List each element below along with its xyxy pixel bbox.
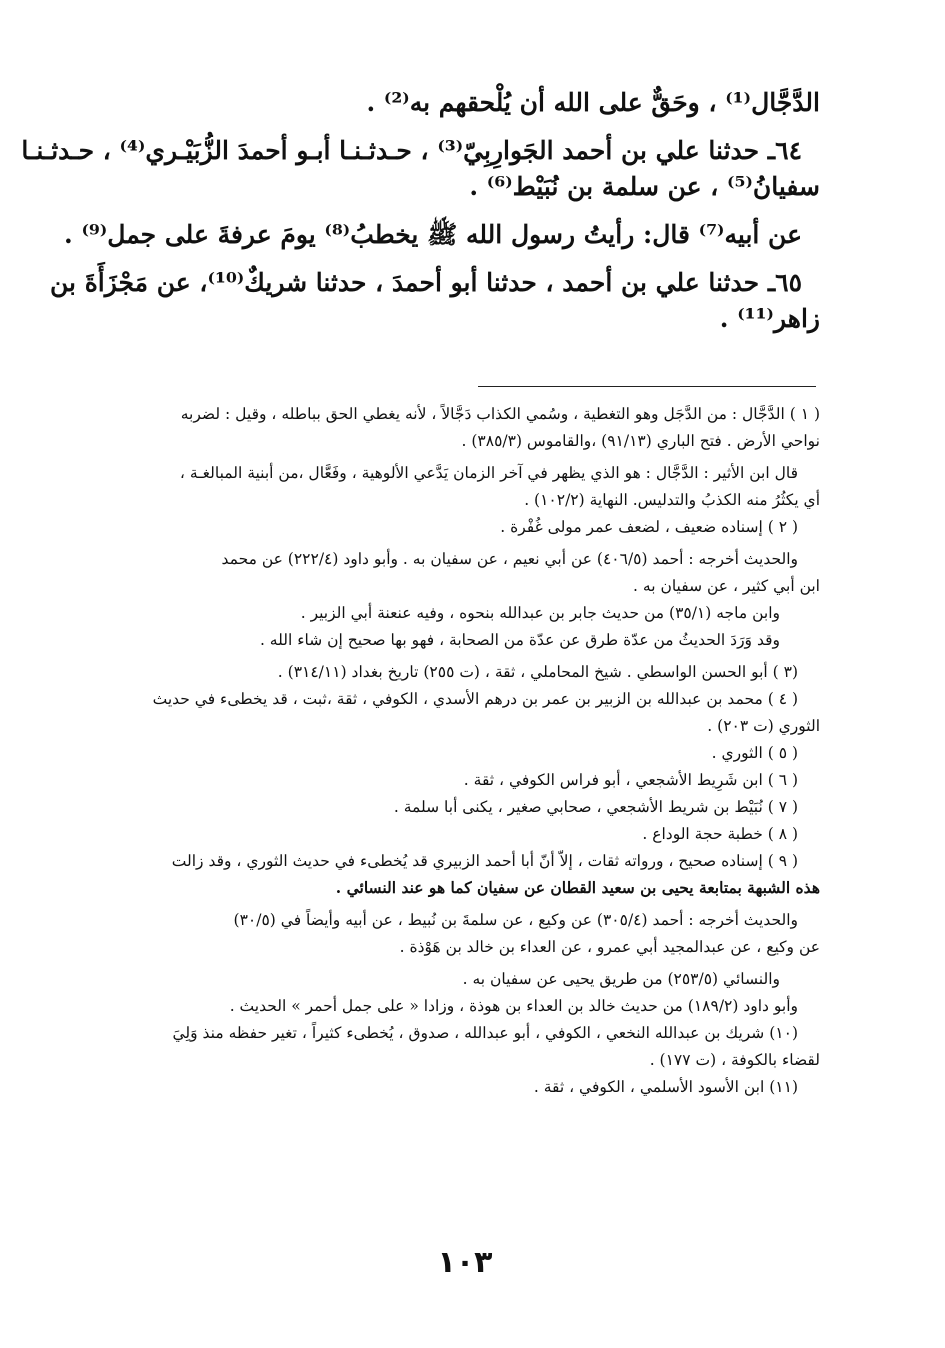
footnote-line: ( ٤ ) محمد بن عبدالله بن الزبير بن عمر بن درهم الأسدي ، الكوفي ، ثقة ،ثبت ، قد يخطىء في حديث	[152, 690, 798, 708]
footnote-line: والنسائي (٢٥٣/٥) من طريق يحيى عن سفيان به .	[462, 970, 780, 988]
footnote-line: والحديث أخرجه : أحمد (٣٠٥/٤) عن وكيع ، عن سلمةَ بن نُبيط ، عن أبيه وأيضاً في (٣٠/٥)	[233, 911, 798, 929]
footnote-line: ( ٥ ) الثوري .	[711, 744, 798, 762]
main-line-5: ٦٥ـ حدثنا علي بن أحمد ، حدثنا أبو أحمدَ ، حدثنا شريكٌ⁽¹⁰⁾، عن مَجْزَأَةَ بن	[50, 268, 802, 297]
main-line-1: الدَّجَّال⁽¹⁾ ، وحَقٌّ على الله أن يُلْحقهم به⁽²⁾ .	[366, 88, 820, 117]
footnote-line: ( ١ ) الدَّجَّال : من الدَّجَل وهو التغطية ، وسُمي الكذاب دَجَّالاً ، لأنه يغطي الحق بباطله ، وقيل : لضربه	[180, 405, 820, 423]
main-line-6: زاهر⁽¹¹⁾ .	[719, 304, 820, 333]
footnote-line: وأبو داود (١٨٩/٢) من حديث خالد بن العداء بن هوذة ، وزادا « على جمل أحمر » الحديث .	[229, 997, 798, 1015]
footnote-line: الثوري (ت ٢٠٣) .	[707, 717, 820, 735]
footnote-line: وابن ماجه (٣٥/١) من حديث جابر بن عبدالله بنحوه ، وفيه عنعنة أبي الزبير .	[300, 604, 780, 622]
footnote-line: نواحي الأرض . فتح الباري (٩١/١٣) ،والقاموس (٣٨٥/٣) .	[461, 432, 820, 450]
footnote-line: لقضاء بالكوفة ، (ت ١٧٧) .	[649, 1051, 820, 1069]
main-line-2: ٦٤ـ حدثنا علي بن أحمد الجَوارِبِيّ⁽³⁾ ، حـدثـنـا أبـو أحمدَ الزُّبَيْـري⁽⁴⁾ ، حـدثـنـا	[21, 136, 802, 165]
footnote-line: ( ٨ ) خطبة حجة الوداع .	[642, 825, 798, 843]
footnotes	[100, 404, 820, 1104]
footnote-line: (١١) ابن الأسود الأسلمي ، الكوفي ، ثقة .	[533, 1078, 798, 1096]
footnote-line: وقد وَرَدَ الحديثُ من عدّة طرق عن عدّة من الصحابة ، فهو بها صحيح إن شاء الله .	[259, 631, 780, 649]
footnote-line: عن وكيع ، عن عبدالمجيد أبي عمرو ، عن العداء بن خالد بن هَوْذة .	[399, 938, 820, 956]
footnote-line: أي يكثُرُ منه الكذبُ والتدليس. النهاية (١٠٢/٢) .	[524, 491, 820, 509]
footnote-line: ( ٦ ) ابن شَرِيط الأشجعي ، أبو فراس الكوفي ، ثقة .	[463, 771, 798, 789]
main-line-3: سفيانُ⁽⁵⁾ ، عن سلمة بن نُبَيْط⁽⁶⁾ .	[469, 172, 820, 201]
footnote-line: ابن أبي كثير ، عن سفيان به .	[633, 577, 820, 595]
footnote-line: ( ٩ ) إسناده صحيح ، ورواته ثقات ، إلاّ أنّ أبا أحمد الزبيري قد يُخطىء في حديث الثوري ، وقد زالت	[171, 852, 798, 870]
page-number: ١٠٣	[437, 1245, 493, 1280]
footnote-line: قال ابن الأثير : الدَّجَّال : هو الذي يظهر في آخر الزمان يَدَّعي الألوهية ، وفَعَّال ،من أبنية المبالغـة ،	[179, 464, 798, 482]
footnote-line: ( ٧ ) نُبَيْط بن شريط الأشجعي ، صحابي صغير ، يكنى أبا سلمة .	[393, 798, 798, 816]
footnote-divider	[478, 386, 816, 387]
main-line-4: عن أبيه⁽⁷⁾ قال: رأيتُ رسول الله ﷺ يخطبُ⁽⁸⁾ يومَ عرفةَ على جمل⁽⁹⁾ .	[64, 220, 802, 249]
footnote-line: (١٠) شريك بن عبدالله النخعي ، الكوفي ، أبو عبدالله ، صدوق ، يُخطىء كثيراً ، تغير حفظه منذ وَلِيَ	[172, 1024, 798, 1042]
footnote-line: ( ٢ ) إسناده ضعيف ، لضعف عمر مولى غُفْرة .	[500, 518, 798, 536]
footnote-line: والحديث أخرجه : أحمد (٤٠٦/٥) عن أبي نعيم ، عن سفيان به . وأبو داود (٢٢٢/٤) عن محمد	[221, 550, 798, 568]
footnote-line: هذه الشبهة بمتابعة يحيى بن سعيد القطان عن سفيان كما هو عند النسائي .	[335, 878, 820, 897]
main-text	[21, 88, 820, 352]
footnote-line: (٣ ) أبو الحسن الواسطي . شيخ المحاملي ، ثقة ، (ت ٢٥٥) تاريخ بغداد (٣١٤/١١) .	[277, 663, 798, 681]
